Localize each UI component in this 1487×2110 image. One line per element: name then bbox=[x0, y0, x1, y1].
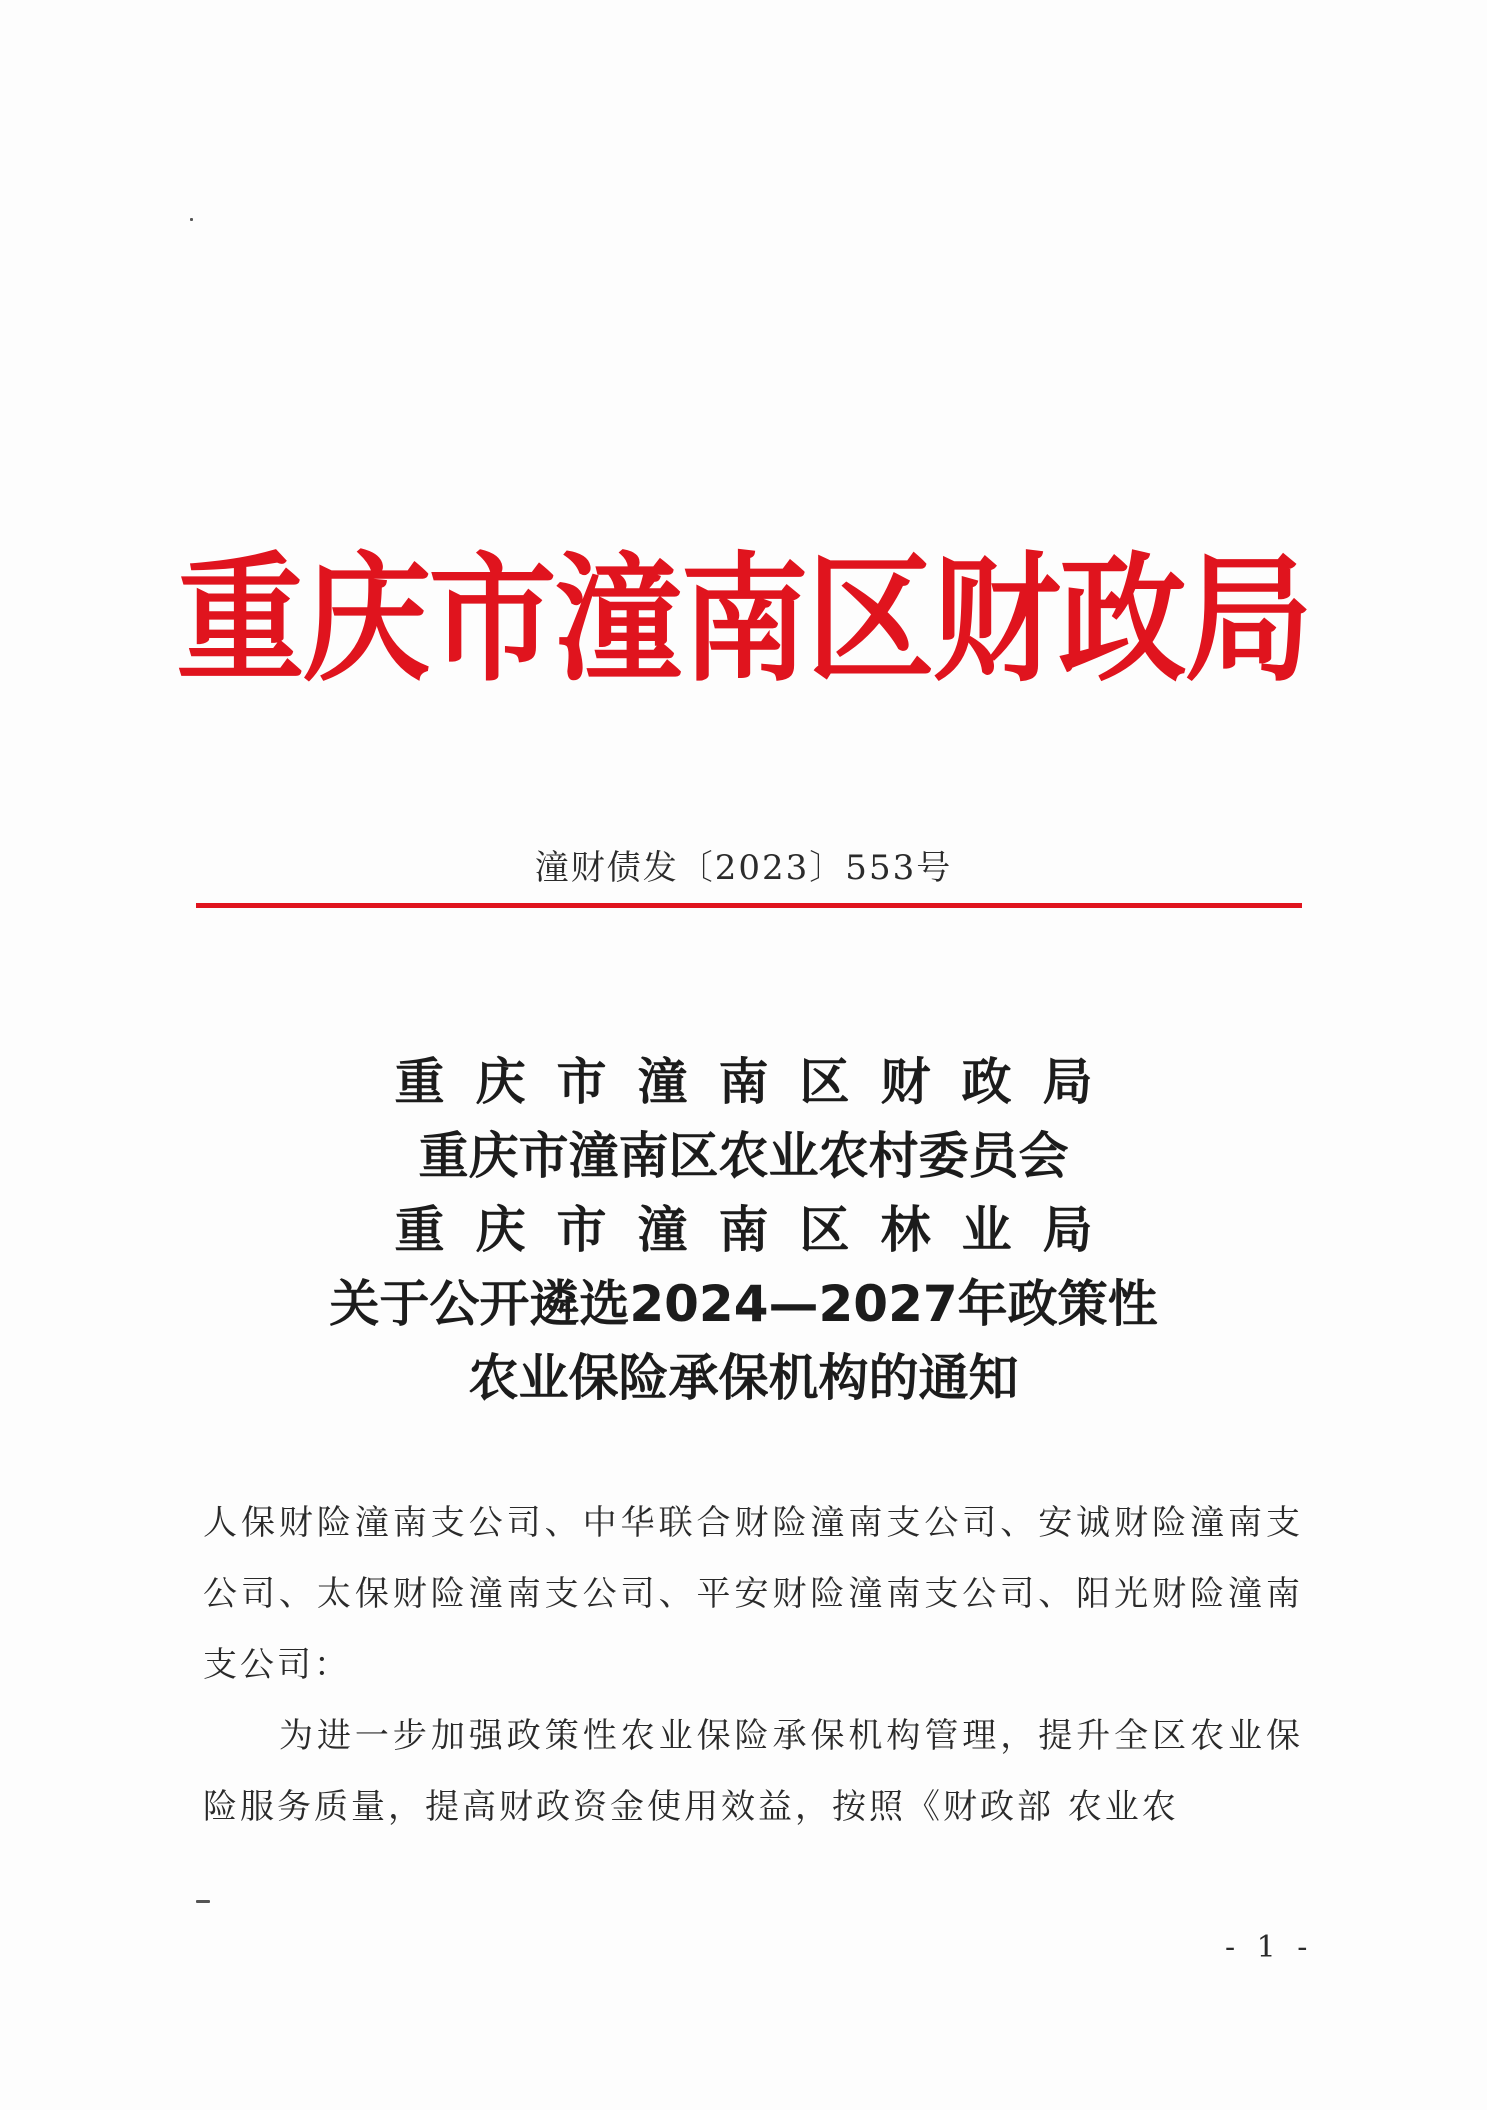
page-number: - 1 - bbox=[1225, 1930, 1314, 1965]
document-title bbox=[0, 1045, 1487, 1415]
scan-speck bbox=[190, 218, 193, 221]
body-paragraph: 为进一步加强政策性农业保险承保机构管理，提升全区农业保险服务质量，提高财政资金使用效益，按照《财政部 农业农 bbox=[203, 1716, 1303, 1827]
title-line-forestry-bureau: 重庆市潼南区林业局 bbox=[394, 1201, 1124, 1259]
title-line-finance-bureau: 重庆市潼南区财政局 bbox=[394, 1053, 1124, 1111]
document-number: 潼财债发〔2023〕553号 bbox=[534, 848, 953, 888]
title-line-subject: 关于公开遴选2024—2027年政策性 bbox=[329, 1275, 1158, 1333]
issuer-masthead: 重庆市潼南区财政局 bbox=[176, 539, 1311, 701]
scan-speck bbox=[196, 1900, 210, 1903]
addressee-list: 人保财险潼南支公司、中华联合财险潼南支公司、安诚财险潼南支公司、太保财险潼南支公司、平安财险潼南支公司、阳光财险潼南支公司： bbox=[203, 1503, 1303, 1685]
document-body bbox=[203, 1488, 1303, 1843]
title-line-agriculture-committee: 重庆市潼南区农业农村委员会 bbox=[418, 1127, 1069, 1185]
red-divider-line bbox=[196, 903, 1302, 908]
title-line-subject-cont: 农业保险承保机构的通知 bbox=[468, 1349, 1019, 1407]
